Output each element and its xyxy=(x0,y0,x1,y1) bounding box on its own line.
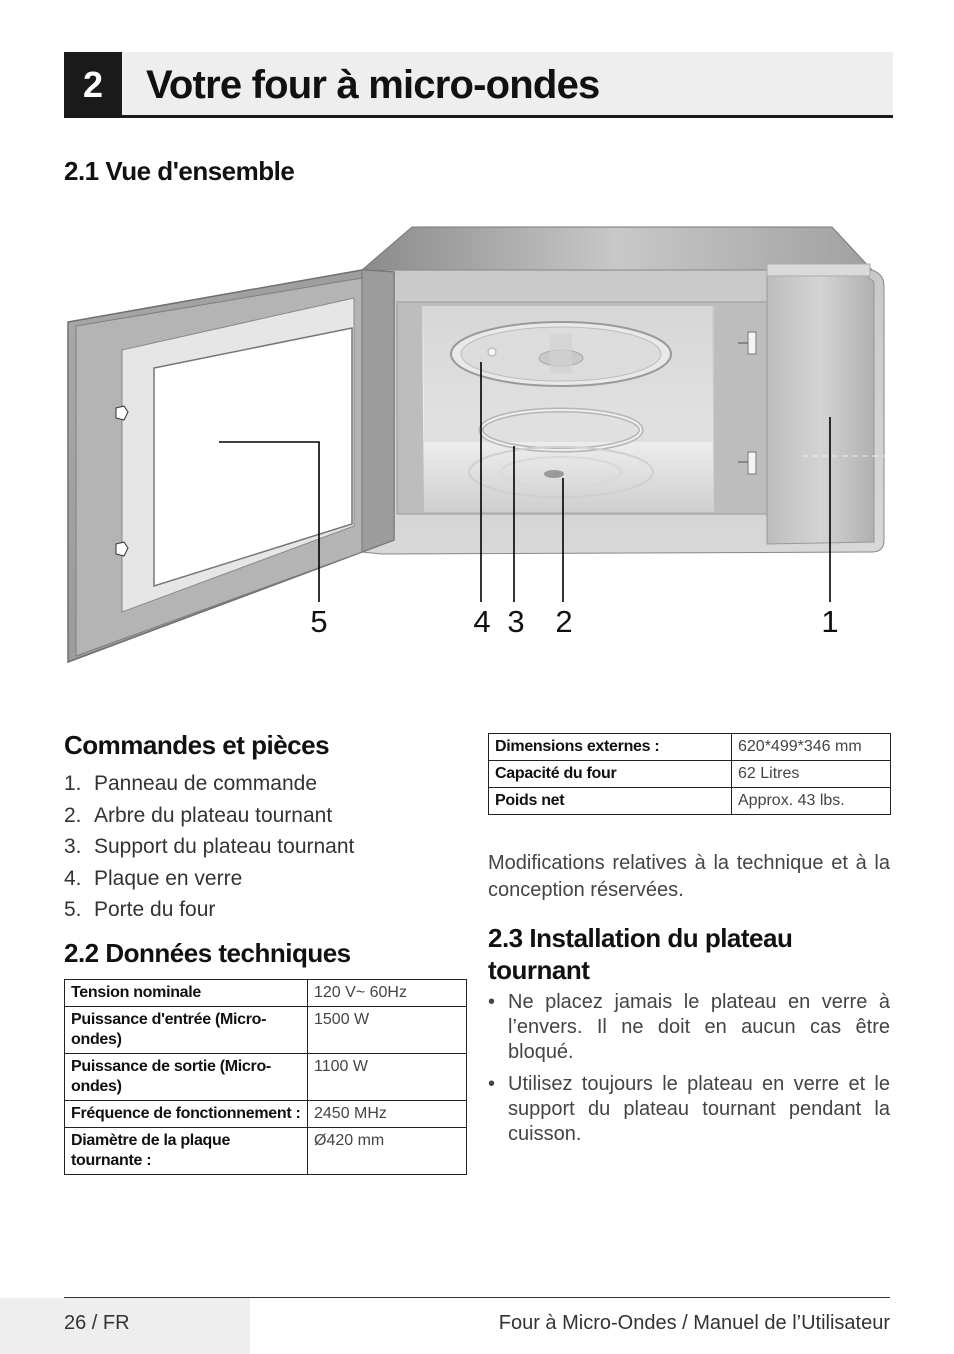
modifications-note: Modifications relatives à la technique et à la conception réservées. xyxy=(488,852,890,901)
chapter-number: 2 xyxy=(64,52,122,118)
table-row: Poids net Approx. 43 lbs. xyxy=(489,788,891,815)
table-row: Puissance d'entrée (Micro-ondes) 1500 W xyxy=(65,1007,467,1054)
install-bullets xyxy=(488,990,890,1154)
list-item: 4. Plaque en verre xyxy=(64,866,243,890)
callout-2: 2 xyxy=(555,604,573,639)
list-item: • Ne placez jamais le plateau en verre à l’envers. Il ne doit en aucun cas être bloqué. xyxy=(488,991,890,1063)
callout-4: 4 xyxy=(473,604,491,639)
table-row: Capacité du four 62 Litres xyxy=(489,761,891,788)
dimensions-table xyxy=(488,733,891,815)
footer-divider xyxy=(64,1297,890,1298)
tech-title: 2.2 Données techniques xyxy=(64,938,351,968)
bullet-icon: • xyxy=(488,991,496,1013)
list-item: 3. Support du plateau tournant xyxy=(64,835,355,858)
callout-5: 5 xyxy=(310,604,328,639)
callout-3: 3 xyxy=(507,604,525,639)
table-row: Diamètre de la plaque tournante : Ø420 mm xyxy=(65,1128,467,1175)
list-item: 2. Arbre du plateau tournant xyxy=(64,803,333,827)
callout-1: 1 xyxy=(821,604,839,639)
page-number: 26 / FR xyxy=(64,1312,130,1334)
tech-table xyxy=(64,979,467,1175)
microwave-illustration xyxy=(62,222,892,667)
table-row: Tension nominale 120 V~ 60Hz xyxy=(65,980,467,1007)
section-overview-title: 2.1 Vue d'ensemble xyxy=(64,156,295,186)
table-row: Dimensions externes : 620*499*346 mm xyxy=(489,734,891,761)
list-item: • Utilisez toujours le plateau en verre et le support du plateau tournant pendant la cuisson. xyxy=(488,1073,890,1145)
bullet-icon: • xyxy=(488,1073,496,1095)
footer-title: Four à Micro-Ondes / Manuel de l’Utilisateur xyxy=(498,1312,890,1334)
table-row: Puissance de sortie (Micro-ondes) 1100 W xyxy=(65,1054,467,1101)
chapter-title: Votre four à micro-ondes xyxy=(146,63,600,107)
parts-list xyxy=(64,770,464,928)
controls-title: Commandes et pièces xyxy=(64,730,330,760)
table-row: Fréquence de fonctionnement : 2450 MHz xyxy=(65,1101,467,1128)
list-item: 5. Porte du four xyxy=(64,898,216,921)
install-title: 2.3 Installation du plateau tournant xyxy=(488,923,793,985)
list-item: 1. Panneau de commande xyxy=(64,772,317,795)
